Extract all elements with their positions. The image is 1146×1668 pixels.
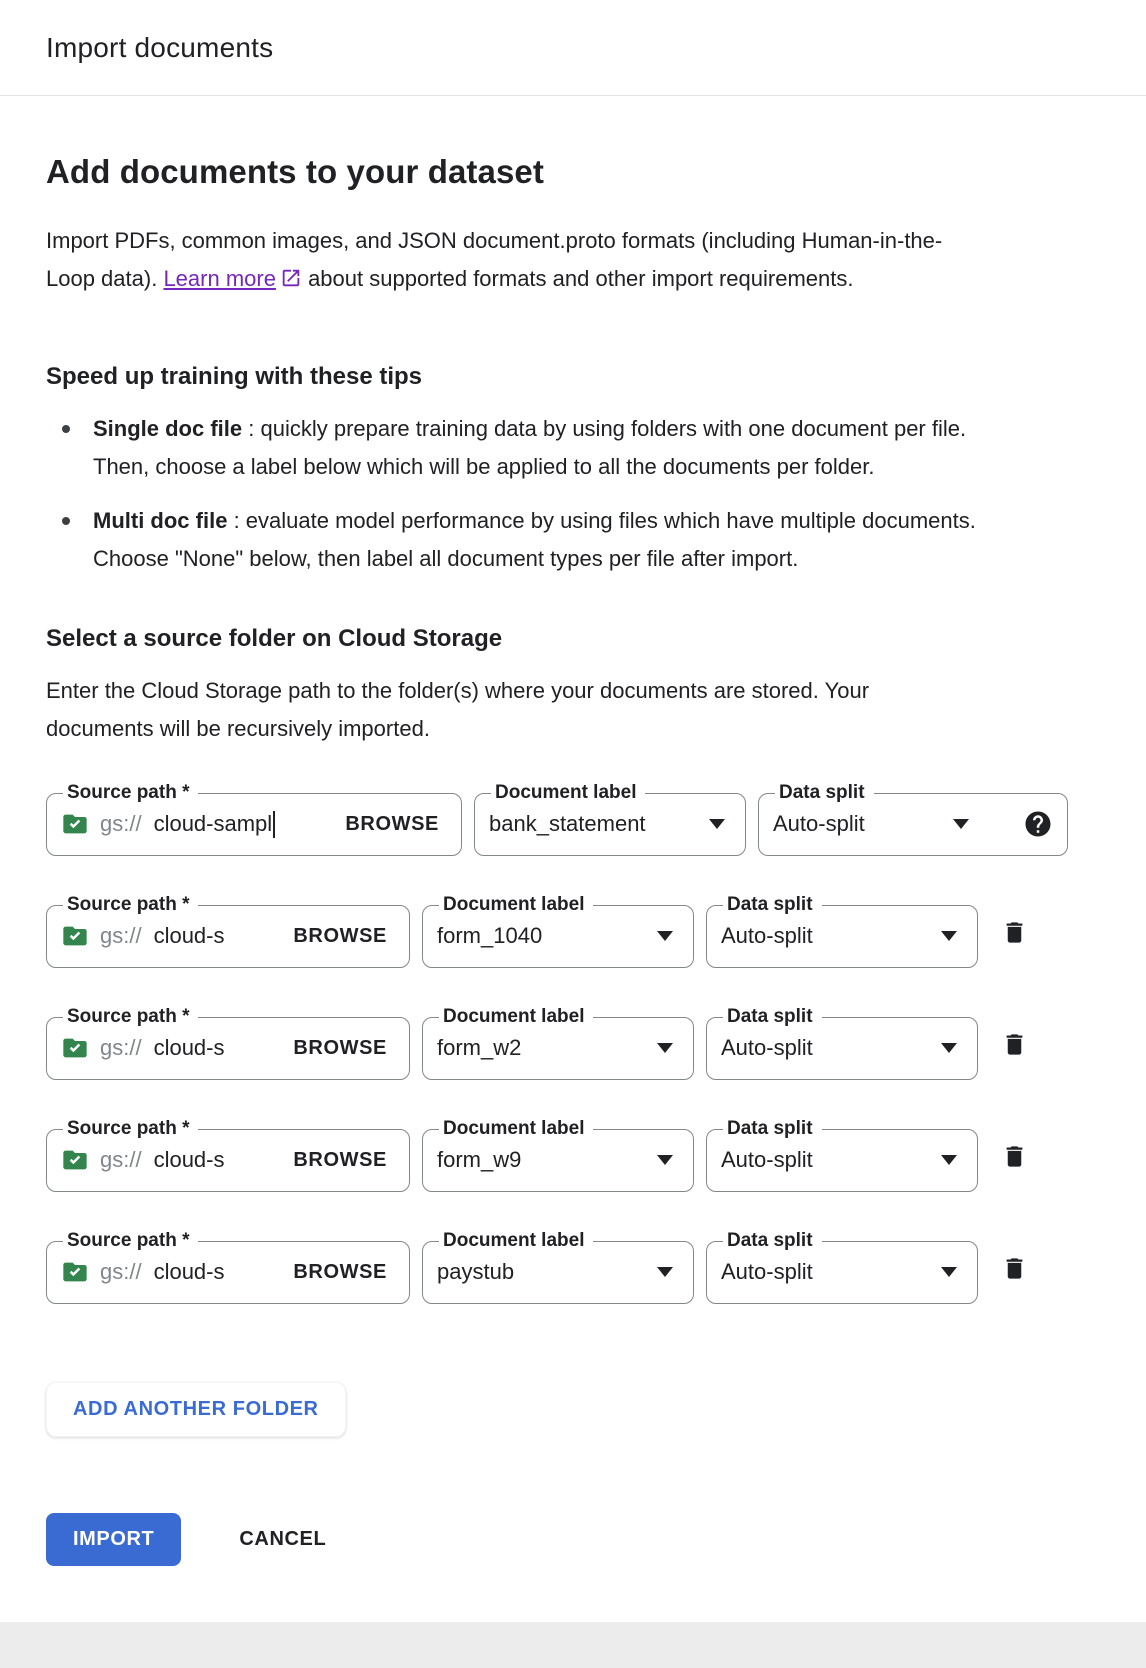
source-path-field[interactable] [46, 1118, 410, 1192]
chevron-down-icon [657, 1267, 673, 1277]
tip-description: : quickly prepare training data by using folders with one document per file. Then, choose a label below which will be applied to all the documents per folder. [93, 416, 967, 479]
import-folder-row [46, 1006, 1100, 1080]
tips-list [46, 410, 994, 578]
source-path-field[interactable] [46, 1230, 410, 1304]
trash-icon [1001, 1255, 1028, 1285]
folder-check-icon [61, 1258, 89, 1286]
gs-prefix: gs:// [100, 1147, 142, 1172]
source-path-field[interactable] [46, 894, 410, 968]
document-label-field[interactable] [422, 1230, 694, 1304]
document-label-value: form_w9 [437, 1147, 522, 1172]
footer-actions [46, 1513, 1100, 1566]
data-split-value: Auto-split [721, 1259, 813, 1284]
trash-icon [1001, 1143, 1028, 1173]
data-split-value: Auto-split [721, 1147, 813, 1172]
chevron-down-icon [657, 931, 673, 941]
chevron-down-icon [709, 819, 725, 829]
tip-item [46, 410, 994, 486]
document-label-label: Document label [443, 1006, 585, 1027]
browse-button[interactable]: BROWSE [285, 1255, 395, 1290]
data-split-field[interactable] [758, 782, 1068, 856]
data-split-field[interactable] [706, 1006, 978, 1080]
data-split-label: Data split [727, 1230, 813, 1251]
gs-prefix: gs:// [100, 811, 142, 836]
text-cursor [273, 811, 275, 838]
document-label-value: form_1040 [437, 923, 543, 948]
document-label-value: form_w2 [437, 1035, 522, 1060]
browse-button[interactable]: BROWSE [285, 1031, 395, 1066]
document-label-field[interactable] [422, 1118, 694, 1192]
page-background-strip [0, 1622, 1146, 1668]
source-path-label: Source path * [67, 1118, 190, 1139]
source-section-description: Enter the Cloud Storage path to the folder(s) where your documents are stored. Your documents will be recursively imported. [46, 678, 870, 741]
chevron-down-icon [657, 1043, 673, 1053]
data-split-label: Data split [727, 1118, 813, 1139]
trash-icon [1001, 1031, 1028, 1061]
document-label-label: Document label [443, 1230, 585, 1251]
browse-button[interactable]: BROWSE [337, 807, 447, 842]
source-path-input[interactable]: cloud-sampl [153, 811, 273, 836]
chevron-down-icon [941, 1267, 957, 1277]
source-path-input[interactable]: cloud-s [153, 1147, 225, 1172]
tip-item [46, 502, 994, 578]
folder-check-icon [61, 810, 89, 838]
trash-icon [1001, 919, 1028, 949]
import-folder-row [46, 782, 1100, 856]
intro-before-link: Import PDFs, common images, and JSON document.proto formats (including Human-in-the-Loop data). [46, 228, 943, 291]
data-split-field[interactable] [706, 894, 978, 968]
dialog-content [0, 96, 1146, 1566]
folder-check-icon [61, 922, 89, 950]
delete-row-button[interactable] [990, 1006, 1038, 1080]
source-path-field[interactable] [46, 782, 462, 856]
data-split-value: Auto-split [721, 923, 813, 948]
document-label-label: Document label [495, 782, 637, 803]
page-title: Add documents to your dataset [46, 153, 544, 190]
learn-more-link[interactable]: Learn more [163, 266, 276, 291]
delete-row-button[interactable] [990, 894, 1038, 968]
add-another-folder-button[interactable]: ADD ANOTHER FOLDER [46, 1382, 346, 1437]
folder-check-icon [61, 1034, 89, 1062]
data-split-value: Auto-split [773, 811, 865, 836]
source-path-input[interactable]: cloud-s [153, 1035, 225, 1060]
delete-row-button[interactable] [990, 1230, 1038, 1304]
gs-prefix: gs:// [100, 1035, 142, 1060]
tip-term: Single doc file [93, 416, 243, 441]
dialog-header [0, 0, 1146, 96]
data-split-label: Data split [779, 782, 865, 803]
document-label-label: Document label [443, 894, 585, 915]
intro-after-link: about supported formats and other import requirements. [301, 266, 854, 291]
gs-prefix: gs:// [100, 1259, 142, 1284]
tips-heading: Speed up training with these tips [46, 363, 423, 390]
dialog-title: Import documents [46, 31, 274, 63]
source-path-input[interactable]: cloud-s [153, 923, 225, 948]
document-label-field[interactable] [422, 1006, 694, 1080]
data-split-value: Auto-split [721, 1035, 813, 1060]
chevron-down-icon [941, 1155, 957, 1165]
document-label-label: Document label [443, 1118, 585, 1139]
data-split-field[interactable] [706, 1230, 978, 1304]
help-icon[interactable] [1023, 809, 1053, 839]
import-folder-row [46, 1118, 1100, 1192]
browse-button[interactable]: BROWSE [285, 919, 395, 954]
tip-description: : evaluate model performance by using files which have multiple documents. Choose "None" below, then label all document types per file after import. [93, 508, 976, 571]
external-link-icon [276, 266, 302, 291]
data-split-label: Data split [727, 1006, 813, 1027]
delete-row-button[interactable] [990, 1118, 1038, 1192]
source-path-label: Source path * [67, 1006, 190, 1027]
source-section-heading: Select a source folder on Cloud Storage [46, 625, 503, 652]
document-label-field[interactable] [422, 894, 694, 968]
document-label-field[interactable] [474, 782, 746, 856]
browse-button[interactable]: BROWSE [285, 1143, 395, 1178]
source-path-label: Source path * [67, 894, 190, 915]
tip-term: Multi doc file [93, 508, 228, 533]
source-path-label: Source path * [67, 1230, 190, 1251]
chevron-down-icon [953, 819, 969, 829]
data-split-field[interactable] [706, 1118, 978, 1192]
import-folder-row [46, 1230, 1100, 1304]
chevron-down-icon [657, 1155, 673, 1165]
source-path-input[interactable]: cloud-s [153, 1259, 225, 1284]
chevron-down-icon [941, 931, 957, 941]
intro-text [46, 222, 981, 298]
document-label-value: bank_statement [489, 811, 646, 836]
source-path-label: Source path * [67, 782, 190, 803]
data-split-label: Data split [727, 894, 813, 915]
import-button[interactable]: IMPORT [46, 1513, 181, 1566]
chevron-down-icon [941, 1043, 957, 1053]
folder-check-icon [61, 1146, 89, 1174]
document-label-value: paystub [437, 1259, 515, 1284]
import-folder-row [46, 894, 1100, 968]
cancel-button[interactable]: CANCEL [239, 1522, 326, 1557]
gs-prefix: gs:// [100, 923, 142, 948]
source-path-field[interactable] [46, 1006, 410, 1080]
